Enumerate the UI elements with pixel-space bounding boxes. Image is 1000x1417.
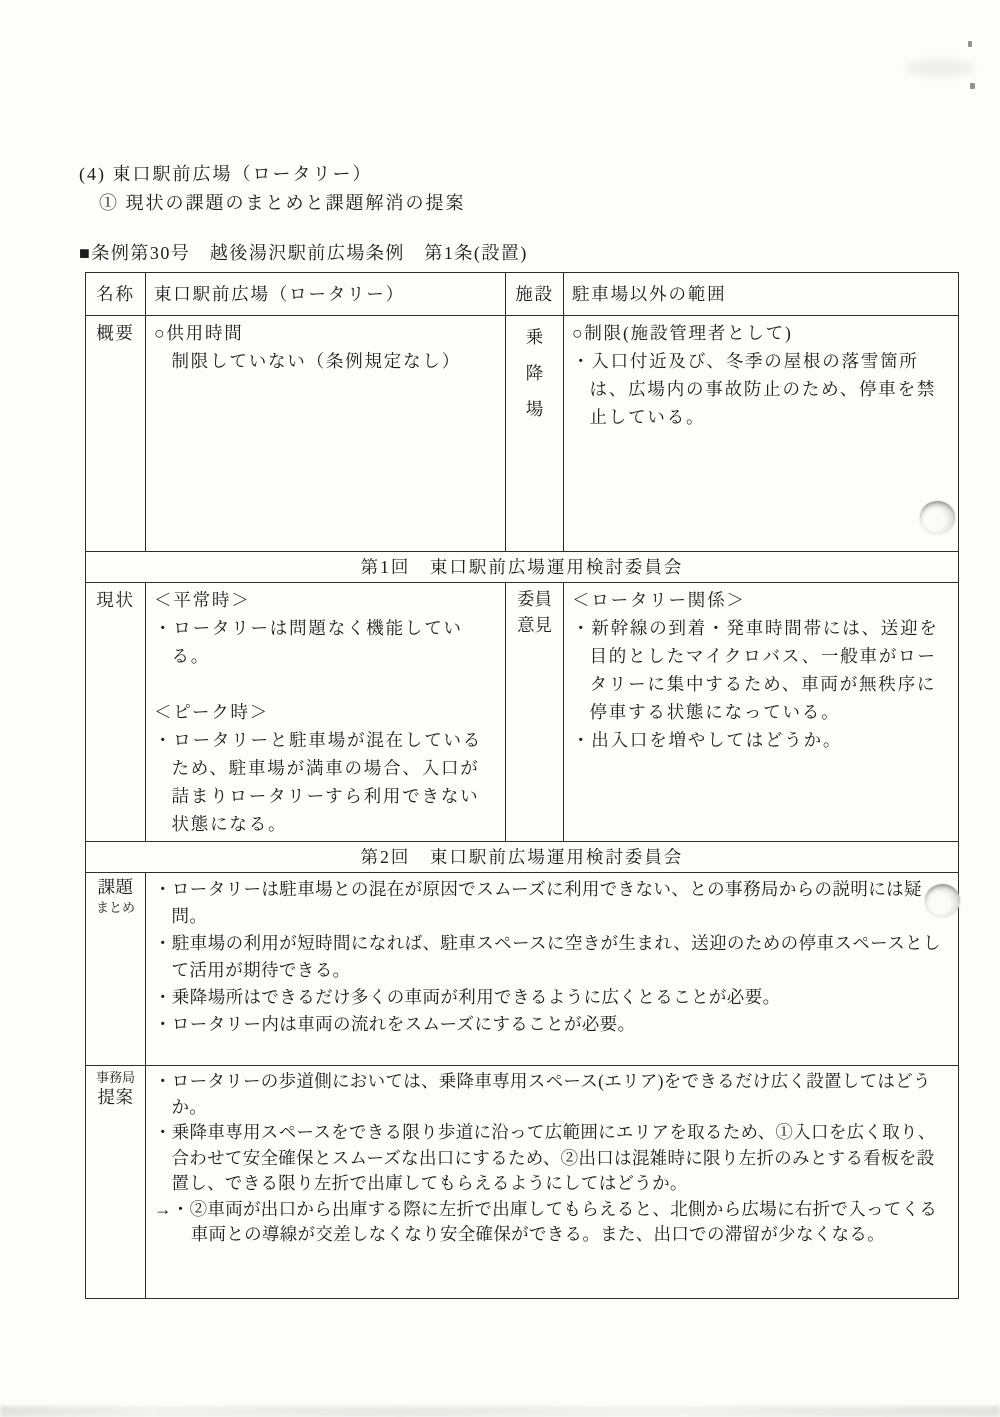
- header-name-label: 名称: [86, 273, 146, 316]
- peak-time-title: ＜ピーク時＞: [154, 702, 270, 722]
- punch-hole-artifact: [920, 501, 955, 534]
- secretariat-proposal-label-cell: [86, 1066, 146, 1299]
- secretariat-label: 事務局: [95, 1070, 135, 1085]
- proposal-item: ・ロータリーの歩道側においては、乗降車専用スペース(エリア)をできるだけ広く設置してはどうか。: [154, 1071, 931, 1117]
- issue-item: ・ロータリーは駐車場との混在が原因でスムーズに利用できない、との事務局からの説明には疑問。: [154, 879, 922, 926]
- table-row-committee2-band: [86, 842, 959, 873]
- table-row-overview: [86, 316, 959, 552]
- table-row-secretariat-proposal: [86, 1066, 959, 1299]
- table-row-committee1-band: [86, 552, 959, 583]
- table-row-header: [86, 273, 959, 316]
- boarding-area-label-cell: [506, 316, 564, 552]
- boarding-area-label: 乗降場: [525, 327, 544, 419]
- overview-left-cell: [146, 316, 506, 552]
- subsection-heading: ① 現状の課題のまとめと課題解消の提案: [99, 193, 466, 213]
- committee-opinion-label-cell: [506, 583, 564, 842]
- table-row-issue-summary: [86, 873, 959, 1066]
- plaza-review-table: [85, 272, 959, 1299]
- committee2-band-title: 第2回 東口駅前広場運用検討委員会: [86, 842, 959, 873]
- proposal-arrow-note: →・②車両が出口から出庫する際に左折で出庫してもらえると、北側から広場に右折で入ってくる車両との導線が交差しなくなり安全確保ができる。また、出口での滞留が少なくなる。: [154, 1198, 938, 1244]
- issue-summary-label: 課題: [97, 877, 134, 897]
- normal-time-title: ＜平常時＞: [154, 590, 251, 610]
- table-caption: ■条例第30号 越後湯沢駅前広場条例 第1条(設置): [79, 243, 528, 263]
- overview-restriction-item: ・入口付近及び、冬季の屋根の落雪箇所は、広場内の事故防止のため、停車を禁止している。: [572, 351, 937, 427]
- scan-smudge-artifact: [905, 60, 975, 76]
- issue-summary-label-cell: [86, 873, 146, 1066]
- committee-opinion-item: ・新幹線の到着・発車時間帯には、送迎を目的としたマイクロバス、一般車がロータリーに集中するため、車両が無秩序に停車する状態になっている。: [572, 618, 939, 722]
- header-name-value: 東口駅前広場（ロータリー）: [146, 273, 506, 316]
- punch-hole-artifact: [925, 884, 960, 917]
- peak-time-item: ・ロータリーと駐車場が混在しているため、駐車場が満車の場合、入口が詰まりロータリーすら利用できない状態になる。: [154, 730, 483, 834]
- scan-speck-artifact: [968, 41, 972, 47]
- proposal-item: ・乗降車専用スペースをできる限り歩道に沿って広範囲にエリアを取るため、①入口を広く取り、合わせて安全確保とスムーズな出口にするため、②出口は混雑時に限り左折のみとする看板を設置し、できる限り左折で出庫してもらえるようにしてはどうか。: [154, 1122, 936, 1193]
- issue-item: ・乗降場所はできるだけ多くの車両が利用できるように広くとることが必要。: [154, 987, 781, 1007]
- overview-hours-detail: 制限していない（条例規定なし）: [171, 351, 461, 371]
- scan-speck-artifact: [970, 83, 975, 89]
- header-facility-label: 施設: [506, 273, 564, 316]
- issue-item: ・ロータリー内は車両の流れをスムーズにすることが必要。: [154, 1014, 636, 1034]
- header-facility-value: 駐車場以外の範囲: [564, 273, 959, 316]
- secretariat-proposal-cell: [146, 1066, 959, 1299]
- overview-restriction-title: ○制限(施設管理者として): [572, 323, 793, 343]
- overview-label: 概要: [86, 316, 146, 552]
- proposal-label: 提案: [97, 1087, 134, 1107]
- committee-opinion-item: ・出入口を増やしてはどうか。: [572, 730, 843, 750]
- issue-summary-cell: [146, 873, 959, 1066]
- committee1-band-title: 第1回 東口駅前広場運用検討委員会: [86, 552, 959, 583]
- current-status-left-cell: [146, 583, 506, 842]
- normal-time-item: ・ロータリーは問題なく機能している。: [154, 618, 463, 666]
- overview-right-cell: [564, 316, 959, 552]
- current-status-label: 現状: [86, 583, 146, 842]
- issue-summary-sublabel: まとめ: [95, 900, 135, 915]
- committee-opinion-label: 委員意見: [517, 589, 552, 635]
- section-heading: (4) 東口駅前広場（ロータリー）: [79, 164, 373, 184]
- scan-edge-shadow: [0, 1406, 1000, 1417]
- rotary-relation-title: ＜ロータリー関係＞: [572, 590, 746, 610]
- table-row-current-status: [86, 583, 959, 842]
- issue-item: ・駐車場の利用が短時間になれば、駐車スペースに空きが生まれ、送迎のための停車スペースとして活用が期待できる。: [154, 933, 941, 980]
- overview-hours-title: ○供用時間: [154, 323, 244, 343]
- committee-opinion-cell: [564, 583, 959, 842]
